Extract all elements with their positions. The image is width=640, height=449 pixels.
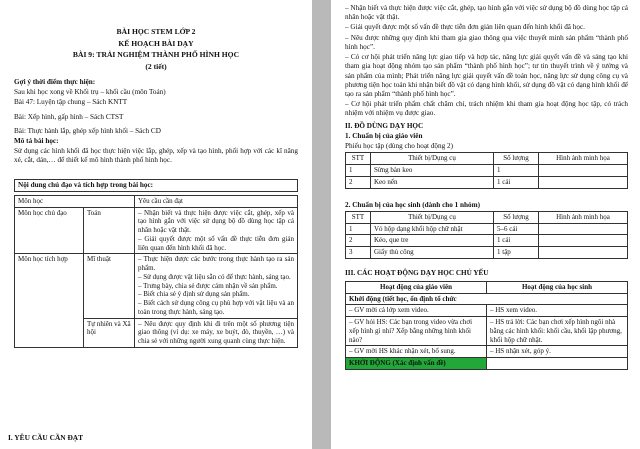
table-row <box>346 247 628 259</box>
lesson-title: BÀI 9: TRẢI NGHIỆM THÀNH PHỐ HÌNH HỌC <box>72 50 240 60</box>
table-cell <box>539 176 628 188</box>
column-header: Thiết bị/Dụng cụ <box>371 211 494 223</box>
requirement-line: – Sử dụng được vật liệu sẵn có để thực hành, sáng tạo. <box>138 272 291 281</box>
teacher-note: Phiếu học tập (dùng cho hoạt động 2) <box>345 142 453 151</box>
requirement-line: – Thực hiện được các bước trong thực hành tạo ra sản phẩm. <box>138 255 294 273</box>
subject-name: Tự nhiên và Xã hội <box>84 318 135 347</box>
subheading-student: 2. Chuẩn bị của học sinh (dành cho 1 nhóm) <box>345 200 481 209</box>
requirement-line: – Giải quyết được một số vấn đề thực tiễn đơn giản liên quan đến hình khối đã học. <box>138 234 294 252</box>
table-cell: 2 <box>346 235 371 247</box>
table-row <box>346 165 628 177</box>
column-header-student: Hoạt động của học sinh <box>487 281 628 293</box>
teacher-materials-table <box>345 152 628 188</box>
objective-line: – Có cơ hội phát triển năng lực giao tiếp và hợp tác, năng lực giải quyết vấn đề và sáng tạo khi tham gia hoạt động nhóm tạo sản phẩm “thành phố hình học”; tư tin thuyết trình về ý tưởng và sản phẩm của mình; Phát triển năng lực giải quyết vấn đề toán học, năng lực sử dụng công cụ và phương tiện học toán khi nhận biết đồ vật có dạng hình khối, sử dụng đồ vật có dạng hình khối để tạo ra sản phẩm “thành phố hình học”. <box>345 53 628 98</box>
objective-line: – Cơ hội phát triển phẩm chất chăm chỉ, trách nhiệm khi tham gia hoạt động học tập, có trách nhiệm với nhiệm vụ được giao. <box>345 100 628 118</box>
subheading-teacher: 1. Chuẩn bị của giáo viên <box>345 131 423 140</box>
column-header: Hình ảnh minh họa <box>539 211 628 223</box>
suggest-line: Bài 47: Luyện tập chung – Sách KNTT <box>14 98 128 107</box>
student-activity: – HS xem video. <box>487 305 628 317</box>
document-page-left <box>0 0 312 449</box>
requirement-line: – Nêu được quy định khi đi trên một số phương tiện giao thông (ví dụ: xe máy, xe buýt, đò, thuyền, …) và chia sẻ với những người xung quanh cùng thực hiện. <box>138 319 294 346</box>
teacher-activity: – GV mời HS khác nhận xét, bổ sung. <box>346 346 487 358</box>
activity-green-header: KHỞI ĐỘNG (Xác định vấn đề) <box>346 358 487 370</box>
table-cell: 3 <box>346 247 371 259</box>
requirement-cell <box>135 254 298 318</box>
table-cell-empty <box>487 358 628 370</box>
table-row <box>346 176 628 188</box>
table-row <box>346 305 628 317</box>
table-cell: Keo nến <box>371 176 494 188</box>
document-page-right <box>331 0 640 449</box>
description-text: Sử dụng các hình khối đã học thực hiện việc lắp, ghép, xếp và tạo hình, phối hợp với các kĩ năng xé, cắt, dán,… để thiết kế mô hình thành phố hình học. <box>14 147 298 165</box>
column-header: STT <box>346 211 371 223</box>
table-row <box>15 207 298 254</box>
table-cell: Kéo, que tre <box>371 235 494 247</box>
table-header-subject: Môn học <box>15 195 135 207</box>
teacher-activity: – GV hỏi HS: Các bạn trong video vừa chơi xếp hình gì nhỉ? Xếp bằng những hình khối nào? <box>346 317 487 346</box>
table-cell <box>539 247 628 259</box>
subject-requirements-table <box>14 195 298 348</box>
table-cell: Vỏ hộp dạng khối hộp chữ nhật <box>371 223 494 235</box>
subject-group: Môn học tích hợp <box>15 254 84 348</box>
column-header: Thiết bị/Dụng cụ <box>371 153 494 165</box>
subject-group: Môn học chủ đạo <box>15 207 84 254</box>
requirement-cell <box>135 207 298 254</box>
section-heading-activities: III. CÁC HOẠT ĐỘNG DẠY HỌC CHỦ YẾU <box>345 268 489 277</box>
description-heading: Mô tả bài học: <box>14 136 59 145</box>
table-cell <box>539 235 628 247</box>
table-row <box>15 254 298 318</box>
requirement-cell <box>135 318 298 347</box>
table-row <box>346 317 628 346</box>
column-header-teacher: Hoạt động của giáo viên <box>346 281 487 293</box>
requirement-line: – Biết cách sử dụng công cụ phù hợp với vật liệu và an toàn trong thực hành, sáng tạo. <box>138 299 294 316</box>
activity-section-title: Khởi động (tiết học, ổn định tổ chức <box>346 293 628 305</box>
table-cell: Sừng bàn keo <box>371 165 494 177</box>
section-heading-materials: II. ĐỒ DÙNG DẠY HỌC <box>345 121 424 130</box>
section-heading-requirements: I. YÊU CẦU CẦN ĐẠT <box>8 433 84 442</box>
table-cell: 5–6 cái <box>494 223 539 235</box>
subject-name: Mĩ thuật <box>84 254 135 318</box>
table-cell: Giấy thủ công <box>371 247 494 259</box>
requirement-line: – Nhận biết và thực hiện được việc cắt, ghép, xếp và tạo hình gắn với việc sử dụng bộ đồ dùng học tập cá nhân hoặc vật thật. <box>138 208 294 235</box>
teacher-activity: – GV mời cả lớp xem video. <box>346 305 487 317</box>
suggest-line: Bài: Xếp hình, gấp hình – Sách CTST <box>14 112 124 121</box>
content-box-title: Nội dung chủ đạo và tích hợp trong bài học: <box>14 179 298 192</box>
suggest-heading: Gợi ý thời điểm thực hiện: <box>14 77 96 86</box>
lesson-plan-title: KẾ HOẠCH BÀI DẠY <box>118 38 194 48</box>
subject-name: Toán <box>84 207 135 254</box>
student-activity: – HS nhận xét, góp ý. <box>487 346 628 358</box>
table-cell: 1 tập <box>494 247 539 259</box>
table-header-requirement: Yêu cầu cần đạt <box>135 195 298 207</box>
requirement-line: – Trưng bày, chia sẻ được cảm nhận về sản phẩm. <box>138 281 278 290</box>
column-header: Hình ảnh minh họa <box>539 153 628 165</box>
table-row <box>346 235 628 247</box>
table-cell <box>539 165 628 177</box>
suggest-line: Bài: Thực hành lắp, ghép xếp hình khối – Sách CD <box>14 126 161 135</box>
table-row <box>346 346 628 358</box>
table-cell: 2 <box>346 176 371 188</box>
student-activity: – HS trả lời: Các bạn chơi xếp hình ngôi nhà bằng các hình khối: khối cầu, khối lập phương, khối hộp chữ nhật. <box>487 317 628 346</box>
table-cell: 1 cái <box>494 235 539 247</box>
lesson-series-title: BÀI HỌC STEM LỚP 2 <box>116 27 196 36</box>
table-cell: 1 <box>494 165 539 177</box>
table-row <box>346 223 628 235</box>
objective-line: – Giải quyết được một số vấn đề thực tiễn đơn giản liên quan đến hình khối đã học. <box>345 23 585 32</box>
table-cell <box>539 223 628 235</box>
lesson-duration: (2 tiết) <box>145 62 167 72</box>
objective-line: – Nhận biết và thực hiện được việc cắt, ghép, tạo hình gắn với việc sử dụng bộ đồ dùng học tập cá nhân hoặc vật thật. <box>345 4 628 22</box>
column-header: Số lượng <box>494 211 539 223</box>
column-header: Số lượng <box>494 153 539 165</box>
table-cell: 1 <box>346 223 371 235</box>
requirement-line: – Biết chia sẻ ý định sử dụng sản phẩm. <box>138 290 250 299</box>
column-header: STT <box>346 153 371 165</box>
table-cell: 1 cái <box>494 176 539 188</box>
suggest-line: Sau khi học xong về Khối trụ – khối cầu (môn Toán) <box>14 88 166 97</box>
objective-line: – Nêu được những quy định khi tham gia giao thông qua việc thuyết minh sản phẩm “thành phố hình học”. <box>345 33 628 51</box>
activities-table <box>345 281 628 370</box>
student-materials-table <box>345 211 628 259</box>
table-cell: 1 <box>346 165 371 177</box>
